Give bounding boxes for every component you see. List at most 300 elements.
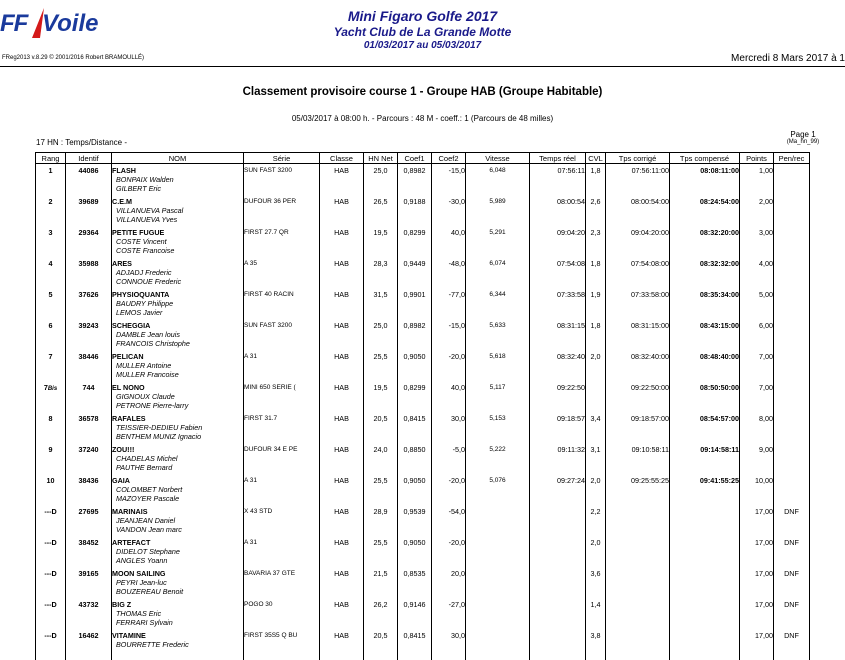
table-cell: 08:24:54:00 (670, 195, 740, 226)
table-cell: 44086 (66, 164, 112, 196)
column-header: Série (244, 153, 320, 164)
table-cell (774, 195, 810, 226)
crew-name: VILLANUEVA Pascal (112, 206, 243, 215)
table-cell (774, 288, 810, 319)
column-header: NOM (112, 153, 244, 164)
table-cell: 2,6 (586, 195, 606, 226)
table-cell: 0,9050 (398, 474, 432, 505)
table-cell: DNF (774, 629, 810, 660)
table-cell: 08:50:50:00 (670, 381, 740, 412)
table-cell: 39689 (66, 195, 112, 226)
table-cell: 09:11:32 (530, 443, 586, 474)
boat-name: GAIA (112, 476, 243, 485)
table-cell: 08:32:20:00 (670, 226, 740, 257)
column-header: Coef1 (398, 153, 432, 164)
table-cell: 09:10:58:11 (606, 443, 670, 474)
table-cell: 08:32:32:00 (670, 257, 740, 288)
table-cell (774, 474, 810, 505)
boat-name: SCHEGGIA (112, 321, 243, 330)
boat-name: C.E.M (112, 197, 243, 206)
table-cell: 0,9449 (398, 257, 432, 288)
table-row (36, 536, 810, 567)
table-cell: 3,1 (586, 443, 606, 474)
table-cell: DUFOUR 34 E PE (244, 443, 320, 474)
table-cell (670, 505, 740, 536)
table-row (36, 443, 810, 474)
table-cell: -48,0 (432, 257, 466, 288)
boat-name: PHYSIOQUANTA (112, 290, 243, 299)
table-cell: 07:54:08:00 (606, 257, 670, 288)
table-cell: 39243 (66, 319, 112, 350)
table-cell: X 43 STD (244, 505, 320, 536)
table-cell: HAB (320, 226, 364, 257)
table-cell: HAB (320, 257, 364, 288)
crew-name: ANGLES Yoann (112, 556, 243, 565)
table-cell: 08:31:15 (530, 319, 586, 350)
table-cell: DUFOUR 36 PER (244, 195, 320, 226)
table-cell: 3,8 (586, 629, 606, 660)
table-cell: 09:22:50 (530, 381, 586, 412)
crew-name: BOUZEREAU Benoit (112, 587, 243, 596)
rank-cell: 2 (36, 195, 66, 226)
crew-name: FERRARI Sylvain (112, 618, 243, 627)
table-cell: 0,8415 (398, 412, 432, 443)
table-cell: 08:00:54:00 (606, 195, 670, 226)
column-header: Temps réel (530, 153, 586, 164)
table-cell: 2,0 (586, 350, 606, 381)
rank-cell: 9 (36, 443, 66, 474)
table-cell: SUN FAST 3200 (244, 164, 320, 196)
table-cell: 09:04:20 (530, 226, 586, 257)
table-cell (530, 536, 586, 567)
table-cell: HAB (320, 474, 364, 505)
table-cell: HAB (320, 350, 364, 381)
table-cell: FIRST 35S5 Q BU (244, 629, 320, 660)
table-cell: 38452 (66, 536, 112, 567)
table-cell (774, 350, 810, 381)
boat-name: ZOU!!! (112, 445, 243, 454)
table-cell: 29364 (66, 226, 112, 257)
table-cell: 07:33:58:00 (606, 288, 670, 319)
table-cell (670, 567, 740, 598)
crew-name: ADJADJ Frederic (112, 268, 243, 277)
crew-name: COSTE Francoise (112, 246, 243, 255)
table-cell: HAB (320, 164, 364, 196)
boat-crew-cell (112, 226, 244, 257)
column-header: Identif (66, 153, 112, 164)
table-cell: 6,00 (740, 319, 774, 350)
crew-name: DIDELOT Stephane (112, 547, 243, 556)
column-header: HN Net (364, 153, 398, 164)
report-title: Classement provisoire course 1 - Groupe HAB (Groupe Habitable) (0, 86, 845, 98)
table-cell: 2,2 (586, 505, 606, 536)
table-cell: 1,8 (586, 257, 606, 288)
table-cell: 08:32:40:00 (606, 350, 670, 381)
boat-crew-cell (112, 443, 244, 474)
table-cell: 20,0 (432, 567, 466, 598)
table-cell: 2,00 (740, 195, 774, 226)
table-cell: 17,00 (740, 536, 774, 567)
table-cell: FIRST 27.7 QR (244, 226, 320, 257)
table-row (36, 319, 810, 350)
table-row (36, 257, 810, 288)
table-cell: 1,8 (586, 164, 606, 196)
table-row (36, 164, 810, 196)
table-cell: POGO 30 (244, 598, 320, 629)
software-credit: FReg2013 v.8.29 © 2001/2016 Robert BRAMOULLÉ) (2, 55, 144, 61)
table-cell: 08:35:34:00 (670, 288, 740, 319)
table-cell: FIRST 31.7 (244, 412, 320, 443)
table-cell: 09:22:50:00 (606, 381, 670, 412)
table-cell: 19,5 (364, 226, 398, 257)
boat-name: ARES (112, 259, 243, 268)
table-cell: 30,0 (432, 412, 466, 443)
table-header (36, 153, 810, 164)
table-cell: -54,0 (432, 505, 466, 536)
table-cell: 0,8982 (398, 319, 432, 350)
table-cell: 17,00 (740, 505, 774, 536)
table-cell: 1,4 (586, 598, 606, 629)
crew-name: JEANJEAN Daniel (112, 516, 243, 525)
table-cell: 09:18:57:00 (606, 412, 670, 443)
table-cell: 0,8299 (398, 226, 432, 257)
rank-cell: ---D (36, 598, 66, 629)
table-cell: 37626 (66, 288, 112, 319)
table-cell: 20,5 (364, 629, 398, 660)
table-cell (774, 443, 810, 474)
table-cell: A 31 (244, 536, 320, 567)
table-cell: 16462 (66, 629, 112, 660)
column-header: Points (740, 153, 774, 164)
table-cell: 0,9050 (398, 350, 432, 381)
table-cell: 5,117 (466, 381, 530, 412)
table-cell: 10,00 (740, 474, 774, 505)
table-cell: 07:56:11:00 (606, 164, 670, 196)
table-row (36, 195, 810, 226)
table-cell: HAB (320, 443, 364, 474)
table-row (36, 226, 810, 257)
table-cell: 25,5 (364, 474, 398, 505)
table-cell: MINI 650 SERIE ( (244, 381, 320, 412)
table-cell (774, 381, 810, 412)
table-cell: 09:04:20:00 (606, 226, 670, 257)
column-header: Tps corrigé (606, 153, 670, 164)
table-cell: 5,989 (466, 195, 530, 226)
rank-cell: 10 (36, 474, 66, 505)
column-header: Rang (36, 153, 66, 164)
boat-crew-cell (112, 195, 244, 226)
table-cell: HAB (320, 412, 364, 443)
crew-name: COSTE Vincent (112, 237, 243, 246)
rank-cell: 6 (36, 319, 66, 350)
table-row (36, 288, 810, 319)
table-row (36, 505, 810, 536)
table-cell: 07:56:11 (530, 164, 586, 196)
table-cell: 25,0 (364, 319, 398, 350)
table-cell (774, 164, 810, 196)
crew-name: VANDON Jean marc (112, 525, 243, 534)
crew-name: FRANCOIS Christophe (112, 339, 243, 348)
table-cell: HAB (320, 195, 364, 226)
table-cell: 30,0 (432, 629, 466, 660)
crew-name: TEISSIER-DEDIEU Fabien (112, 423, 243, 432)
column-header: Tps compensé (670, 153, 740, 164)
rank-cell: 3 (36, 226, 66, 257)
table-cell: 17,00 (740, 598, 774, 629)
table-cell: 744 (66, 381, 112, 412)
table-cell: -20,0 (432, 474, 466, 505)
page-number: Page 1 (Ma_hn_99) (778, 130, 828, 145)
table-cell: 0,8535 (398, 567, 432, 598)
rank-cell: ---D (36, 567, 66, 598)
crew-name: MAZOYER Pascale (112, 494, 243, 503)
table-cell (586, 381, 606, 412)
rank-cell: 7 (36, 350, 66, 381)
table-cell: -15,0 (432, 164, 466, 196)
boat-crew-cell (112, 536, 244, 567)
table-cell: A 31 (244, 350, 320, 381)
crew-name: LEMOS Javier (112, 308, 243, 317)
table-cell (466, 536, 530, 567)
boat-crew-cell (112, 629, 244, 660)
crew-name: DAMBLE Jean louis (112, 330, 243, 339)
boat-crew-cell (112, 257, 244, 288)
table-cell: 0,8982 (398, 164, 432, 196)
table-cell: 1,8 (586, 319, 606, 350)
table-cell: 39165 (66, 567, 112, 598)
table-body (36, 164, 810, 660)
table-cell: 1,00 (740, 164, 774, 196)
table-cell (774, 257, 810, 288)
boat-name: VITAMINE (112, 631, 243, 640)
column-header: Vitesse (466, 153, 530, 164)
boat-crew-cell (112, 412, 244, 443)
table-cell (530, 629, 586, 660)
table-cell: 07:33:58 (530, 288, 586, 319)
table-cell: 25,0 (364, 164, 398, 196)
crew-name: GILBERT Eric (112, 184, 243, 193)
crew-name: BOURRETTE Frederic (112, 640, 243, 649)
table-cell: 09:14:58:11 (670, 443, 740, 474)
crew-name: PETRONE Pierre-larry (112, 401, 243, 410)
table-cell: 07:54:08 (530, 257, 586, 288)
rank-cell: ---D (36, 505, 66, 536)
table-cell: 7,00 (740, 350, 774, 381)
table-cell (606, 629, 670, 660)
table-cell: 26,5 (364, 195, 398, 226)
crew-name: VILLANUEVA Yves (112, 215, 243, 224)
table-cell: HAB (320, 598, 364, 629)
table-cell: HAB (320, 288, 364, 319)
table-cell: 0,9188 (398, 195, 432, 226)
boat-crew-cell (112, 598, 244, 629)
table-cell: 24,0 (364, 443, 398, 474)
table-cell: 28,3 (364, 257, 398, 288)
table-cell: 8,00 (740, 412, 774, 443)
boat-crew-cell (112, 164, 244, 196)
table-cell: HAB (320, 319, 364, 350)
table-cell: 3,4 (586, 412, 606, 443)
table-cell (466, 567, 530, 598)
boat-name: EL NONO (112, 383, 243, 392)
table-cell: 5,222 (466, 443, 530, 474)
crew-name: THOMAS Eric (112, 609, 243, 618)
table-cell: 17,00 (740, 567, 774, 598)
boat-name: ARTEFACT (112, 538, 243, 547)
table-cell (774, 319, 810, 350)
table-cell (670, 536, 740, 567)
table-cell: 7,00 (740, 381, 774, 412)
table-cell: -5,0 (432, 443, 466, 474)
table-cell (606, 536, 670, 567)
table-cell: 2,3 (586, 226, 606, 257)
table-row (36, 629, 810, 660)
table-cell: 2,0 (586, 536, 606, 567)
boat-name: PELICAN (112, 352, 243, 361)
table-cell (530, 598, 586, 629)
table-cell: 0,9146 (398, 598, 432, 629)
table-row (36, 412, 810, 443)
table-cell: 0,9539 (398, 505, 432, 536)
table-cell: 38436 (66, 474, 112, 505)
boat-crew-cell (112, 288, 244, 319)
table-cell (774, 226, 810, 257)
table-cell: HAB (320, 505, 364, 536)
table-cell: 4,00 (740, 257, 774, 288)
table-cell: 0,8415 (398, 629, 432, 660)
boat-name: PETITE FUGUE (112, 228, 243, 237)
table-cell: HAB (320, 567, 364, 598)
table-row (36, 381, 810, 412)
table-cell: 08:08:11:00 (670, 164, 740, 196)
table-cell: 0,9050 (398, 536, 432, 567)
table-cell: A 35 (244, 257, 320, 288)
crew-name: COLOMBET Norbert (112, 485, 243, 494)
table-cell: DNF (774, 598, 810, 629)
crew-name: MULLER Francoise (112, 370, 243, 379)
table-cell: 09:27:24 (530, 474, 586, 505)
boat-crew-cell (112, 567, 244, 598)
table-cell: -77,0 (432, 288, 466, 319)
table-cell (606, 598, 670, 629)
table-cell: 19,5 (364, 381, 398, 412)
boat-crew-cell (112, 474, 244, 505)
table-cell: 9,00 (740, 443, 774, 474)
table-cell: 0,9901 (398, 288, 432, 319)
table-cell: 0,8299 (398, 381, 432, 412)
table-cell (606, 567, 670, 598)
table-cell: 6,048 (466, 164, 530, 196)
header-divider (0, 66, 845, 67)
table-cell: DNF (774, 567, 810, 598)
table-cell: 5,618 (466, 350, 530, 381)
rank-cell: 4 (36, 257, 66, 288)
table-cell: 31,5 (364, 288, 398, 319)
rank-cell: 7Bis (36, 381, 66, 412)
table-cell: HAB (320, 629, 364, 660)
table-cell: BAVARIA 37 GTE (244, 567, 320, 598)
table-cell: 21,5 (364, 567, 398, 598)
table-cell: HAB (320, 536, 364, 567)
table-cell (530, 505, 586, 536)
boat-name: RAFALES (112, 414, 243, 423)
table-cell: 5,633 (466, 319, 530, 350)
hn-label: 17 HN : Temps/Distance - (36, 138, 127, 147)
table-cell: 3,00 (740, 226, 774, 257)
crew-name: BONPAIX Walden (112, 175, 243, 184)
ffvoile-logo: FF Voile (0, 2, 110, 42)
event-dates: 01/03/2017 au 05/03/2017 (0, 40, 845, 51)
table-cell: SUN FAST 3200 (244, 319, 320, 350)
table-cell (466, 629, 530, 660)
table-cell: 43732 (66, 598, 112, 629)
table-cell (670, 629, 740, 660)
table-cell: 35988 (66, 257, 112, 288)
table-cell: 17,00 (740, 629, 774, 660)
table-cell (466, 505, 530, 536)
column-header: CVL (586, 153, 606, 164)
print-date: Mercredi 8 Mars 2017 à 1 (731, 53, 845, 64)
table-cell: 0,8850 (398, 443, 432, 474)
boat-crew-cell (112, 505, 244, 536)
table-cell: -15,0 (432, 319, 466, 350)
table-row (36, 350, 810, 381)
boat-crew-cell (112, 381, 244, 412)
rank-cell: ---D (36, 536, 66, 567)
table-row (36, 598, 810, 629)
table-cell: 08:43:15:00 (670, 319, 740, 350)
table-cell: 20,5 (364, 412, 398, 443)
table-cell: 08:31:15:00 (606, 319, 670, 350)
boat-crew-cell (112, 319, 244, 350)
table-cell: -20,0 (432, 350, 466, 381)
boat-name: MOON SAILING (112, 569, 243, 578)
table-cell: 1,9 (586, 288, 606, 319)
table-cell: 5,076 (466, 474, 530, 505)
table-cell: 27695 (66, 505, 112, 536)
boat-name: BIG Z (112, 600, 243, 609)
table-cell: 26,2 (364, 598, 398, 629)
table-cell: A 31 (244, 474, 320, 505)
table-cell (774, 412, 810, 443)
table-cell: 09:18:57 (530, 412, 586, 443)
table-cell: 40,0 (432, 381, 466, 412)
table-cell: 25,5 (364, 536, 398, 567)
crew-name: CONNOUE Frederic (112, 277, 243, 286)
rank-cell: ---D (36, 629, 66, 660)
table-cell: 09:41:55:25 (670, 474, 740, 505)
crew-name: PAUTHE Bernard (112, 463, 243, 472)
table-cell: 36578 (66, 412, 112, 443)
table-cell: FIRST 40 RACIN (244, 288, 320, 319)
table-cell: -20,0 (432, 536, 466, 567)
table-cell (670, 598, 740, 629)
table-cell: 6,074 (466, 257, 530, 288)
boat-name: MARINAIS (112, 507, 243, 516)
crew-name: BENTHEM MUNIZ Ignacio (112, 432, 243, 441)
crew-name: MULLER Antoine (112, 361, 243, 370)
table-cell: 28,9 (364, 505, 398, 536)
table-cell: 25,5 (364, 350, 398, 381)
rank-cell: 8 (36, 412, 66, 443)
table-cell (606, 505, 670, 536)
club-name: Yacht Club de La Grande Motte (0, 25, 845, 39)
table-cell: -27,0 (432, 598, 466, 629)
table-cell: DNF (774, 505, 810, 536)
table-cell: 37240 (66, 443, 112, 474)
table-cell: 40,0 (432, 226, 466, 257)
table-cell: HAB (320, 381, 364, 412)
